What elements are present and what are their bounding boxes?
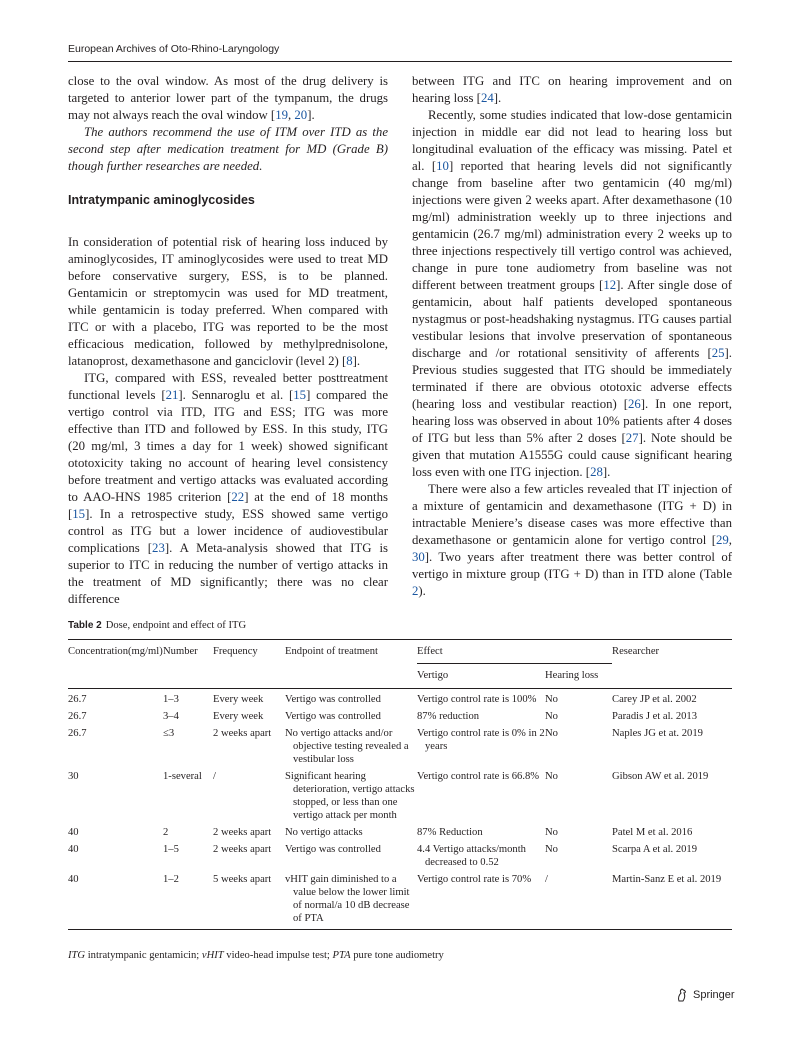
table-cell: 2 (163, 827, 169, 838)
citation-link[interactable]: 10 (436, 159, 449, 173)
table-cell: Significant hearing deterioration, vertigo attacks stopped, or less than one vertigo attack per month (285, 771, 415, 821)
table-cell: Patel M et al. 2016 (612, 827, 693, 838)
table-cell: Paradis J et al. 2013 (612, 711, 698, 722)
table-cell: No (545, 694, 558, 705)
citation-link[interactable]: 22 (231, 490, 245, 504)
table-cell: No (545, 771, 558, 782)
paragraph (68, 73, 388, 124)
table-cell: 87% reduction (417, 711, 480, 722)
table-row (68, 766, 732, 822)
table-caption-text: Dose, endpoint and effect of ITG (105, 620, 247, 631)
table-cell: Vertigo was controlled (285, 844, 381, 855)
citation-link[interactable]: 8 (346, 354, 353, 368)
table-cell: No (545, 728, 558, 739)
table-cell: 30 (68, 771, 79, 782)
text: ]. In a retrospective study, ESS showed same vertigo control as ITG but a lower incidence of audiovestibular complications [ (68, 507, 388, 555)
abbrev: ITG (68, 950, 86, 961)
table-cell: Scarpa A et al. 2019 (612, 844, 698, 855)
text: , (287, 108, 295, 122)
header-endpoint: Endpoint of treatment (285, 640, 417, 689)
table-cell: 26.7 (68, 728, 87, 739)
table-row (68, 869, 732, 930)
citation-link[interactable]: 24 (480, 91, 494, 105)
citation-link[interactable]: 25 (711, 346, 725, 360)
table-cell: 2 weeks apart (213, 844, 272, 855)
table-label: Table 2 (68, 620, 102, 631)
table-cell: 40 (68, 827, 79, 838)
table-cell: vHIT gain diminished to a value below the lower limit of normal/a 10 dB decrease of PTA (285, 874, 410, 924)
citation-link[interactable]: 23 (152, 541, 165, 555)
table-cell: 26.7 (68, 694, 87, 705)
header-hearing-loss: Hearing loss (545, 664, 612, 689)
table-cell: Vertigo was controlled (285, 711, 381, 722)
table-cell: Vertigo control rate is 66.8% (417, 771, 540, 782)
header-effect: Effect (417, 640, 612, 664)
abbrev-text: video-head impulse test; (223, 950, 333, 961)
paragraph (68, 234, 388, 370)
table-cell: No vertigo attacks (285, 827, 363, 838)
publisher-name: Springer (693, 989, 735, 1001)
text: ] at the end of 18 months [ (68, 490, 388, 521)
abbrev: PTA (332, 950, 351, 961)
table-row (68, 706, 732, 723)
header-rule (68, 61, 732, 62)
table-cell: 2 weeks apart (213, 827, 272, 838)
text: There were also a few articles revealed that IT injection of a mixture of gentamicin and dexamethasone (ITG + D) in intractable Meniere’s disease cases was more effective than dexamethasone or gentamicin alone for vertigo control [ (412, 482, 732, 547)
text: ITG, compared with ESS, revealed better posttreatment functional levels [ (68, 371, 388, 402)
table-body (68, 689, 732, 930)
citation-link[interactable]: 30 (412, 550, 425, 564)
text: ]. Two years after treatment there was better control of vertigo in mixture group (ITG + D) than in ITD alone (Table (412, 550, 732, 581)
abbrev-text: intratympanic gentamicin; (85, 950, 202, 961)
table-cell: No vertigo attacks and/or objective testing revealed a vestibular loss (285, 728, 409, 765)
text: ] compared the vertigo control via ITD, ITG and ESS; ITG was more effective than ITD and followed by ESS. In this study, ITG (20 mg/ml, 3 times a day for 1 week) showed significant ototoxicity taking no account of hearing level consistency before treatment and vertigo attacks was evaluated according to AAO-HNS 1985 criterion [ (68, 388, 389, 504)
table-cell: Every week (213, 694, 264, 705)
citation-link[interactable]: 27 (625, 431, 639, 445)
text: ]. A Meta-analysis showed that ITG is superior to ITC in reducing the number of vertigo attacks in the treatment of MD significantly; there was no clear difference (68, 541, 388, 606)
table-cell: 1–2 (163, 874, 179, 885)
table-row (68, 689, 732, 707)
header-vertigo: Vertigo (417, 664, 545, 689)
citation-link[interactable]: 29 (716, 533, 729, 547)
running-head: European Archives of Oto-Rhino-Laryngology (68, 43, 280, 55)
paragraph (412, 73, 732, 107)
table-cell: 87% Reduction (417, 827, 483, 838)
citation-link[interactable]: 15 (72, 507, 86, 521)
citation-link[interactable]: 28 (590, 465, 603, 479)
table-cell: Naples JG et at. 2019 (612, 728, 703, 739)
table-cell: Vertigo control rate is 70% (417, 874, 532, 885)
paragraph (68, 370, 388, 608)
right-column (412, 73, 732, 600)
citation-link[interactable]: 19 (275, 108, 288, 122)
citation-link[interactable]: 21 (165, 388, 179, 402)
itg-table (68, 639, 732, 930)
table-cell: 1–3 (163, 694, 179, 705)
table-cell: Carey JP et al. 2002 (612, 694, 697, 705)
text: ]. After single dose of gentamicin, about half patients developed spontaneous nystagmus or post-headshaking nystagmus. ITG causes partial vestibular lesions that involve preservation of spontaneous discharge and /or rotational sensitivity of afferents [ (412, 278, 732, 360)
table-link[interactable]: 2 (412, 584, 419, 598)
table-cell: Every week (213, 711, 264, 722)
text: ] reported that hearing levels did not significantly change from baseline after two gentamicin (40 mg/ml) injections were given 2 weeks apart. After dexamethasone (10 mg/ml) administration weekly up to three injections and gentamicin (26.7 mg/ml) administration every 2 weeks up to three injections respectively till vertigo control was achieved, change in pure tone audiometry from baseline was not different between treatment groups [ (412, 159, 732, 292)
text: Recently, some studies indicated that low-dose gentamicin injection in middle ear did not lead to hearing loss but longitudinal evaluation of the efficacy was missing. Patel et al. [ (412, 108, 732, 173)
text: ]. Note should be given that mutation A1555G could cause significant hearing loss even with one ITG injection. [ (412, 431, 732, 479)
text: In consideration of potential risk of hearing loss induced by aminoglycosides, IT aminoglycosides were used to treat MD before conservative surgery, ESS, is to be planned. Gentamicin or streptomycin was used for MD treatment, while gentamicin is today preferred. When compared with ITC or with a placebo, ITG was reported to be the most efficacious medication, followed by methylprednisolone, latanoprost, dexamethasone and ganciclovir (level 2) [ (68, 235, 388, 368)
table-cell: 4.4 Vertigo attacks/month decreased to 0.52 (417, 844, 526, 868)
citation-link[interactable]: 26 (627, 397, 641, 411)
text: ]. Previous studies suggested that ITG should be immediately terminated if there are obvious ototoxic adverse effects (hearing loss and vestibular reaction) [ (412, 346, 732, 411)
table-cell: 40 (68, 874, 79, 885)
table-row (68, 839, 732, 869)
springer-horse-icon (676, 988, 688, 1002)
table-cell: 5 weeks apart (213, 874, 272, 885)
header-number: Number (163, 640, 213, 689)
table-cell: 40 (68, 844, 79, 855)
table-caption (68, 620, 246, 631)
left-column (68, 73, 388, 608)
text: close to the oval window. As most of the drug delivery is targeted to anterior lower part of the tympanum, the drugs may not always reach the oval window [ (68, 74, 388, 122)
text: between ITG and ITC on hearing improvement and on hearing loss [ (412, 74, 732, 105)
recommendation-paragraph: The authors recommend the use of ITM over ITD as the second step after medication treatment for MD (Grade B) though further researches are needed. (68, 125, 388, 173)
text: ]. (352, 354, 361, 368)
table-row (68, 723, 732, 766)
table-cell: 1–5 (163, 844, 179, 855)
text: ]. (493, 91, 502, 105)
table-cell: / (545, 874, 548, 885)
header-concentration: Concentration(mg/ml) (68, 640, 163, 689)
text: , (728, 533, 732, 547)
table-cell: 2 weeks apart (213, 728, 272, 739)
table-row (68, 822, 732, 839)
text: ]. (602, 465, 611, 479)
table-cell: 26.7 (68, 711, 87, 722)
section-heading: Intratympanic aminoglycosides (68, 193, 255, 207)
table-cell: 1-several (163, 771, 202, 782)
text: ). (418, 584, 426, 598)
citation-link[interactable]: 12 (603, 278, 617, 292)
table-cell: Vertigo was controlled (285, 694, 381, 705)
citation-link[interactable]: 15 (293, 388, 307, 402)
paragraph (412, 107, 732, 481)
table-cell: Martin-Sanz E et al. 2019 (612, 874, 722, 885)
abbrev: vHIT (201, 950, 224, 961)
citation-link[interactable]: 20 (294, 108, 308, 122)
table-cell: No (545, 711, 558, 722)
header-researcher: Researcher (612, 640, 732, 689)
table-cell: No (545, 827, 558, 838)
publisher-mark (676, 988, 735, 1002)
table-cell: Gibson AW et al. 2019 (612, 771, 709, 782)
header-frequency: Frequency (213, 640, 285, 689)
table-cell: / (213, 771, 216, 782)
table-cell: Vertigo control rate is 100% (417, 694, 537, 705)
paragraph (412, 481, 732, 600)
table-cell: ≤3 (163, 728, 175, 739)
abbrev-text: pure tone audiometry (350, 950, 444, 961)
table-cell: No (545, 844, 558, 855)
table-cell: 3–4 (163, 711, 179, 722)
text: ]. Sennaroglu et al. [ (178, 388, 294, 402)
table-cell: Vertigo control rate is 0% in 2 years (417, 728, 545, 752)
text: ]. In one report, hearing loss was observed in about 10% patients after 4 doses of ITG but less than 5% after 2 doses [ (412, 397, 732, 445)
table-footnote (68, 950, 444, 961)
text: ]. (307, 108, 315, 122)
